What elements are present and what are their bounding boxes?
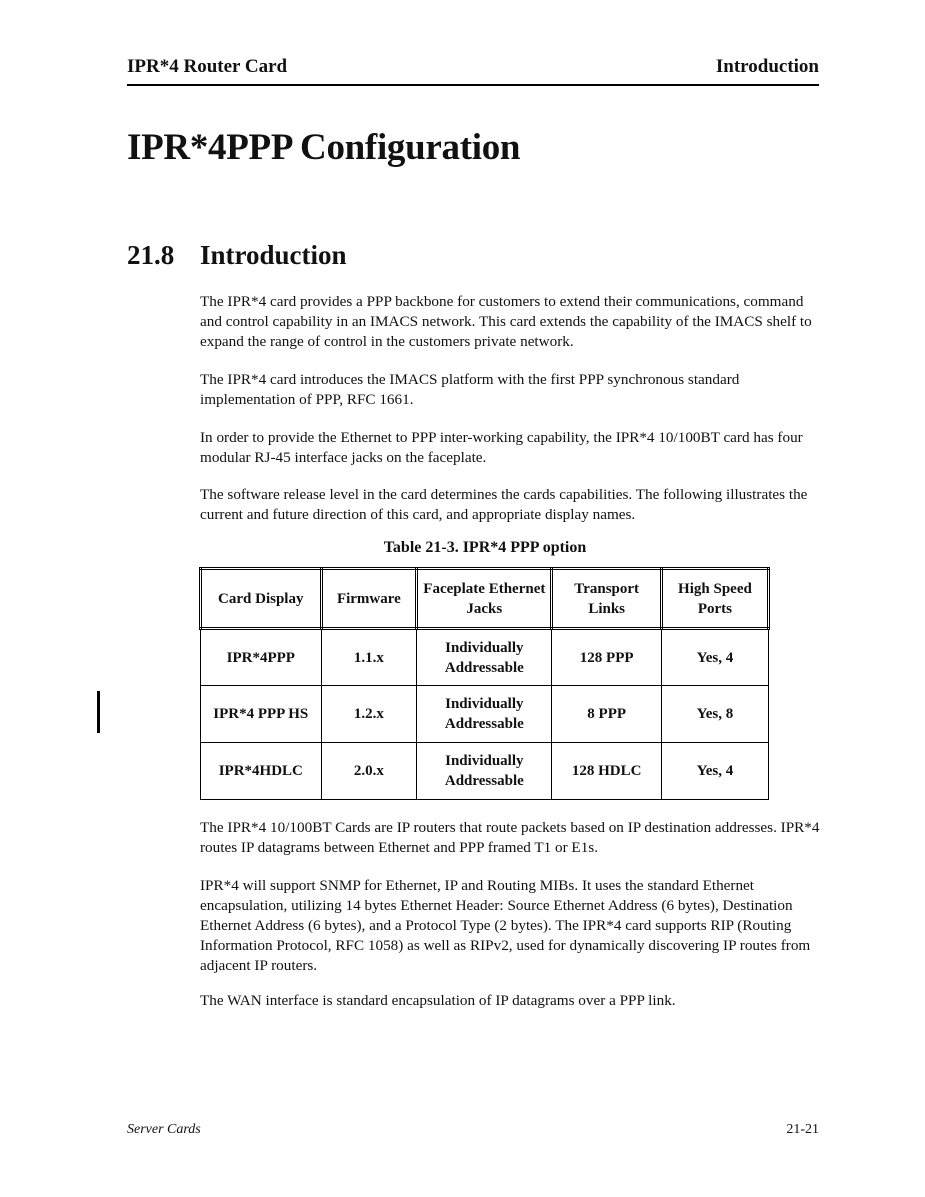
header-left-title: IPR*4 Router Card bbox=[127, 56, 288, 77]
footer-page-number: 21-21 bbox=[786, 1122, 819, 1137]
paragraph-1: The IPR*4 card provides a PPP backbone for customers to extend their communications, command and control capability in an IMACS network. This card extends the capability of the IMACS shelf to expand the range of control in the customers private network. bbox=[200, 293, 812, 350]
header-high-speed-ports: High Speed Ports bbox=[661, 569, 768, 629]
section-heading bbox=[127, 240, 347, 271]
cell-firmware: 1.2.x bbox=[321, 686, 417, 743]
header-transport-links: Transport Links bbox=[552, 569, 661, 629]
cell-faceplate-jacks: Individually Addressable bbox=[417, 686, 552, 743]
cell-transport-links: 128 HDLC bbox=[552, 743, 661, 800]
table-header-row bbox=[201, 569, 769, 629]
cell-faceplate-jacks: Individually Addressable bbox=[417, 743, 552, 800]
table-row bbox=[201, 686, 769, 743]
header-right-title: Introduction bbox=[715, 56, 819, 77]
cell-card-display: IPR*4PPP bbox=[201, 629, 322, 686]
header-card-display: Card Display bbox=[201, 569, 322, 629]
section-title: Introduction bbox=[200, 240, 347, 270]
paragraph-7: The WAN interface is standard encapsulation of IP datagrams over a PPP link. bbox=[200, 992, 676, 1009]
cell-firmware: 2.0.x bbox=[321, 743, 417, 800]
header-faceplate-ethernet-jacks: Faceplate Ethernet Jacks bbox=[417, 569, 552, 629]
cell-faceplate-jacks: Individually Addressable bbox=[417, 629, 552, 686]
cell-high-speed-ports: Yes, 4 bbox=[661, 629, 768, 686]
table-row bbox=[201, 743, 769, 800]
cell-card-display: IPR*4 PPP HS bbox=[201, 686, 322, 743]
header-firmware: Firmware bbox=[321, 569, 417, 629]
footer-section-name: Server Cards bbox=[127, 1122, 201, 1137]
running-header bbox=[127, 56, 819, 86]
section-number: 21.8 bbox=[127, 240, 175, 270]
paragraph-2: The IPR*4 card introduces the IMACS platform with the first PPP synchronous standard implementation of PPP, RFC 1661. bbox=[200, 371, 740, 408]
paragraph-3: In order to provide the Ethernet to PPP inter-working capability, the IPR*4 10/100BT card has four modular RJ-45 interface jacks on the faceplate. bbox=[200, 429, 803, 466]
cell-firmware: 1.1.x bbox=[321, 629, 417, 686]
paragraph-6: IPR*4 will support SNMP for Ethernet, IP and Routing MIBs. It uses the standard Ethernet encapsulation, utilizing 14 bytes Ethernet Header: Source Ethernet Address (6 bytes), Destination Ethernet Address (6 bytes), and a Protocol Type (2 bytes). The IPR*4 card supports RIP (Routing Information Protocol, RFC 1058) as well as RIPv2, used for dynamically discovering IP routes from adjacent IP routers. bbox=[200, 877, 811, 974]
change-bar bbox=[97, 691, 100, 733]
paragraph-5: The IPR*4 10/100BT Cards are IP routers that route packets based on IP destination addresses. IPR*4 routes IP datagrams between Ethernet and PPP framed T1 or E1s. bbox=[200, 819, 820, 856]
paragraph-4: The software release level in the card determines the cards capabilities. The following illustrates the current and future direction of this card, and appropriate display names. bbox=[200, 486, 808, 523]
cell-card-display: IPR*4HDLC bbox=[201, 743, 322, 800]
chapter-title: IPR*4PPP Configuration bbox=[127, 127, 521, 168]
cell-transport-links: 8 PPP bbox=[552, 686, 661, 743]
cell-high-speed-ports: Yes, 8 bbox=[661, 686, 768, 743]
table-caption: Table 21-3. IPR*4 PPP option bbox=[383, 539, 587, 556]
table-row bbox=[201, 629, 769, 686]
cell-high-speed-ports: Yes, 4 bbox=[661, 743, 768, 800]
ppp-option-table bbox=[199, 567, 770, 800]
cell-transport-links: 128 PPP bbox=[552, 629, 661, 686]
